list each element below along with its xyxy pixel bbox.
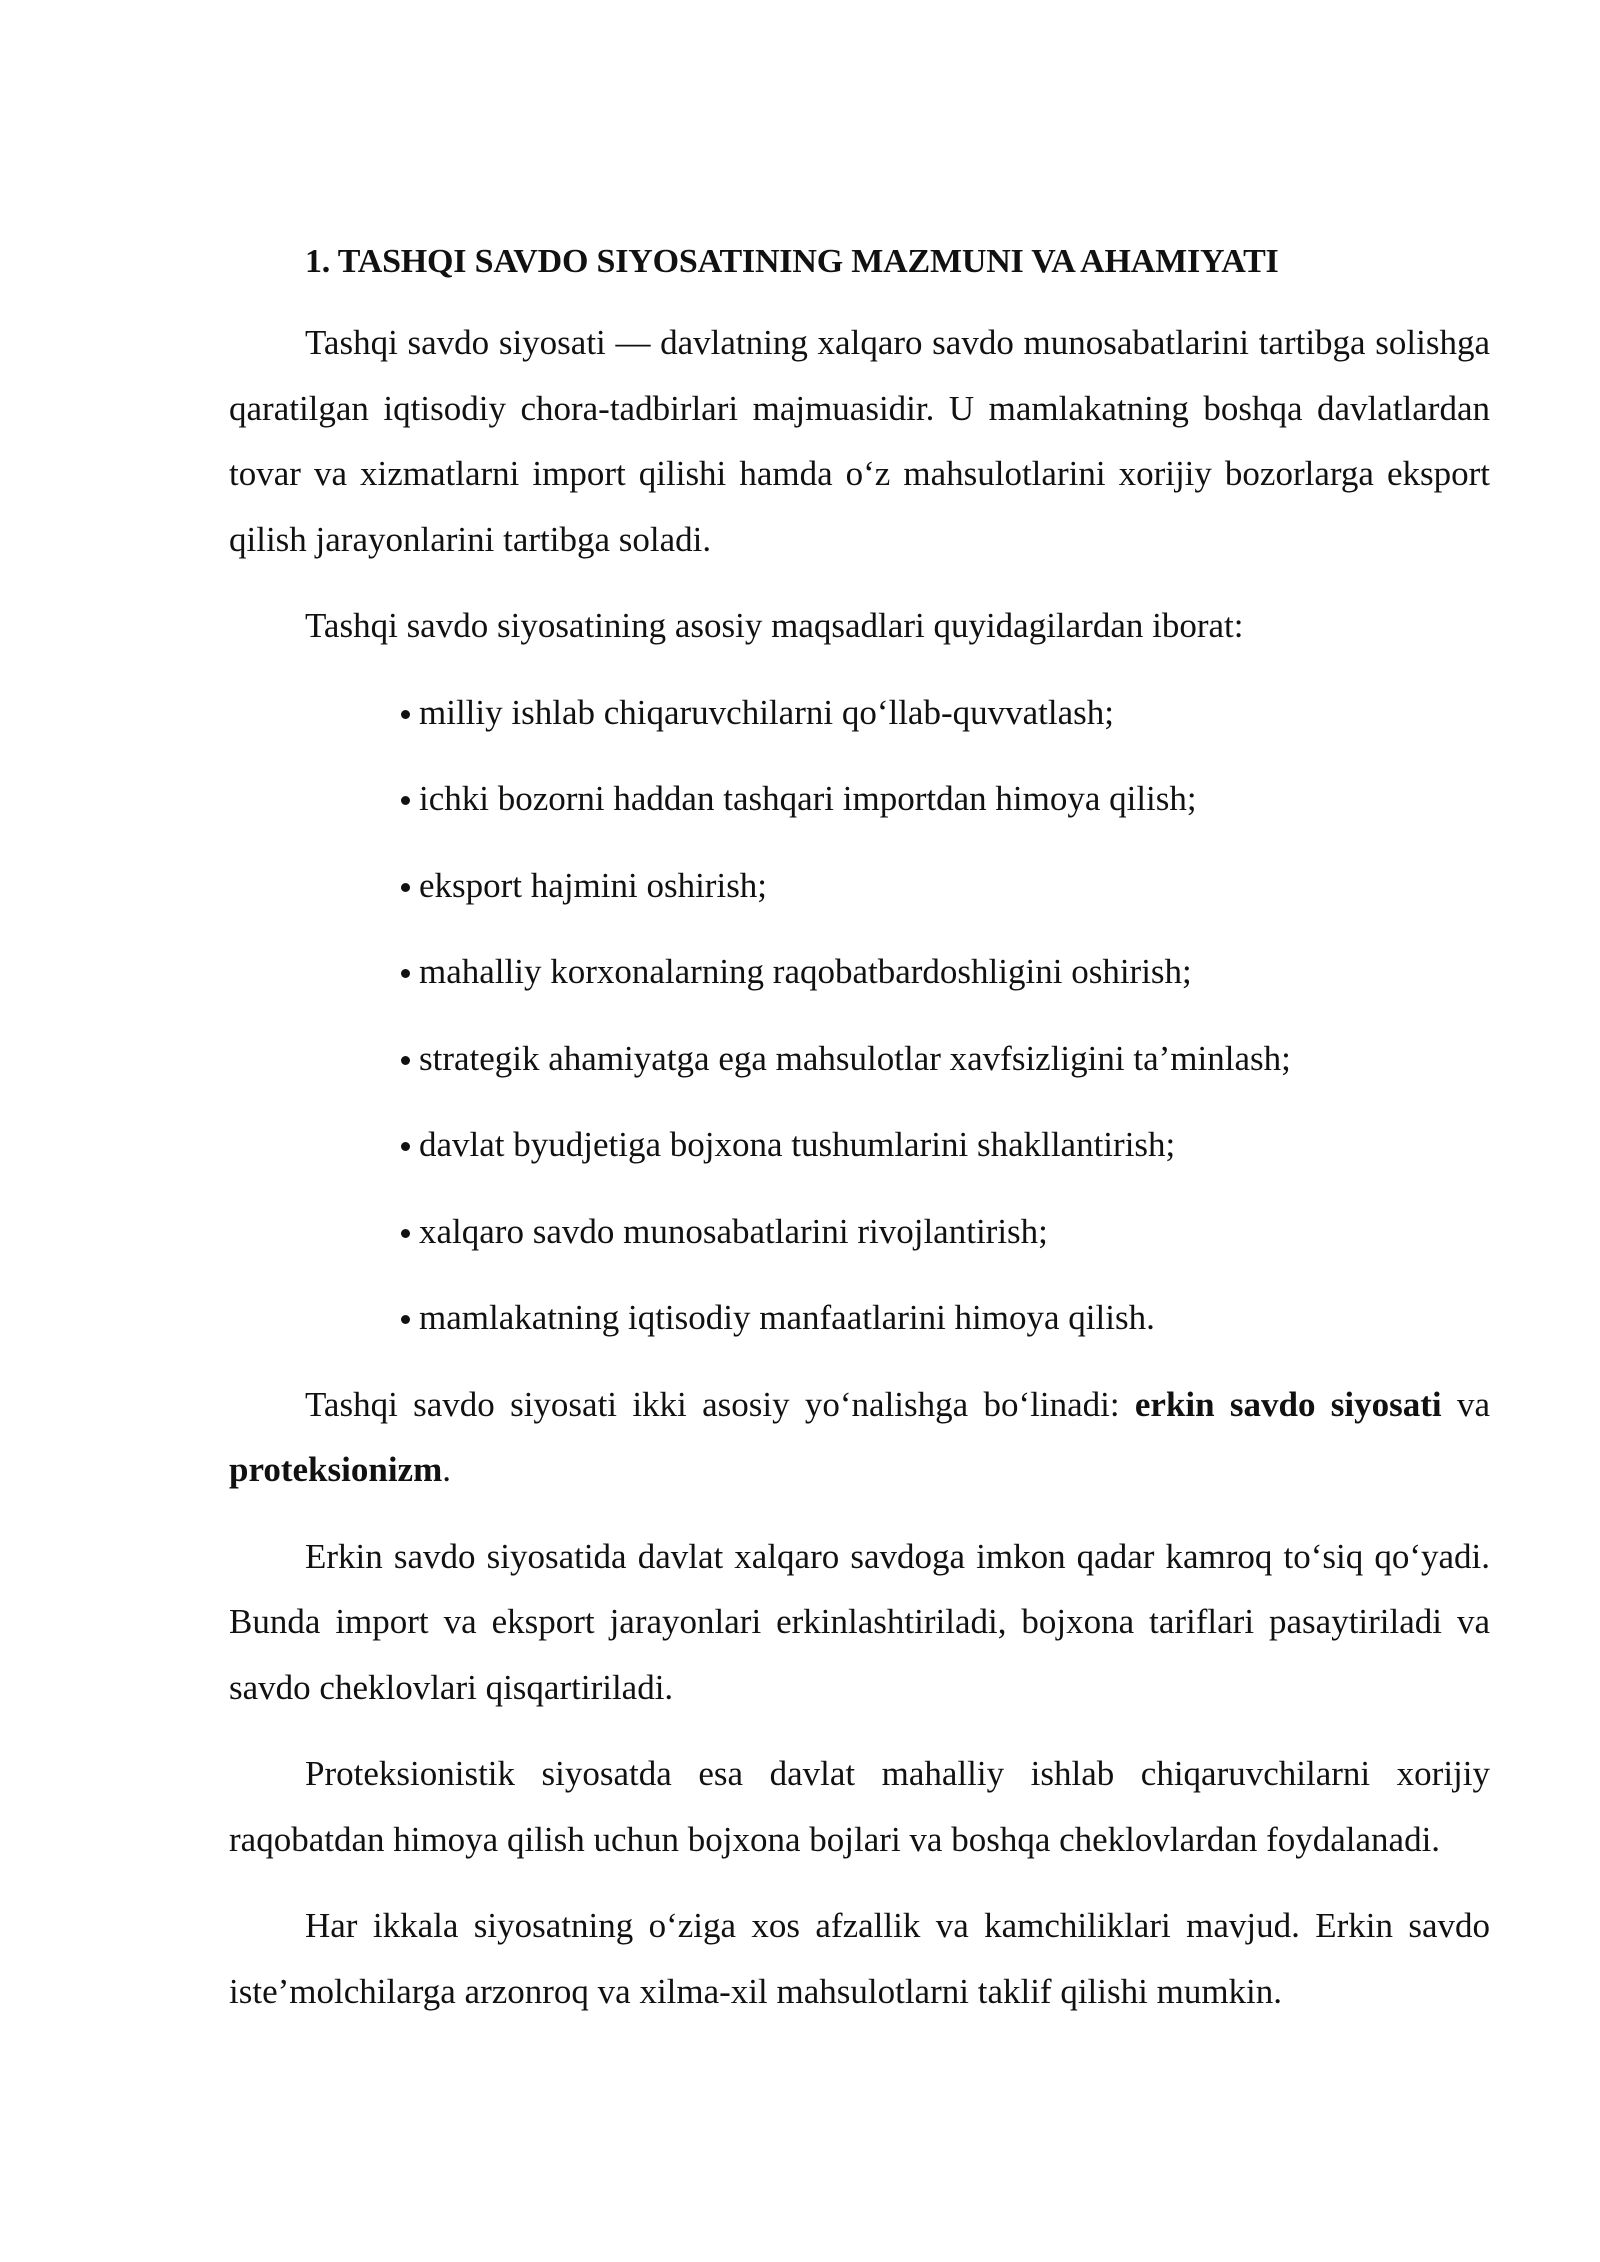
- list-item-text: xalqaro savdo munosabatlarini rivojlantirish;: [419, 1211, 1048, 1251]
- directions-text-middle: va: [1441, 1384, 1490, 1424]
- list-item-text: strategik ahamiyatga ega mahsulotlar xavfsizligini ta’minlash;: [419, 1038, 1291, 1078]
- bullet-icon: [401, 1315, 410, 1324]
- directions-text-end: .: [442, 1450, 451, 1489]
- protectionism-term: proteksionizm: [229, 1450, 443, 1489]
- free-trade-term: erkin savdo siyosati: [1134, 1384, 1442, 1424]
- directions-text-start: Tashqi savdo siyosati ikki asosiy yoʻnalishga boʻlinadi:: [305, 1384, 1135, 1424]
- list-item-text: mamlakatning iqtisodiy manfaatlarini himoya qilish.: [419, 1298, 1155, 1337]
- list-item-text: eksport hajmini oshirish;: [419, 865, 768, 905]
- paragraph-protectionism: Proteksionistik siyosatda esa davlat mahalliy ishlab chiqaruvchilarni xorijiy raqobatdan himoya qilish uchun bojxona bojlari va boshqa cheklovlardan foydalanadi.: [229, 1754, 1490, 1859]
- list-item: [229, 1285, 1490, 1351]
- bullet-icon: [401, 1056, 410, 1065]
- bullet-icon: [401, 883, 410, 892]
- list-item-text: mahalliy korxonalarning raqobatbardoshligini oshirish;: [419, 952, 1192, 991]
- bullet-icon: [401, 710, 410, 719]
- list-item-text: ichki bozorni haddan tashqari importdan himoya qilish;: [419, 779, 1197, 818]
- list-item: [229, 853, 1490, 919]
- list-item: [229, 1199, 1490, 1265]
- document-content: [229, 236, 1490, 2045]
- list-item: [229, 1112, 1490, 1178]
- paragraph-free-trade: Erkin savdo siyosatida davlat xalqaro savdoga imkon qadar kamroq toʻsiq qoʻyadi. Bunda import va eksport jarayonlari erkinlashtiriladi, bojxona tariflari pasaytiriladi va savdo cheklovlari qisqartiriladi.: [229, 1536, 1490, 1707]
- list-item-text: milliy ishlab chiqaruvchilarni qoʻllab-quvvatlash;: [419, 692, 1114, 732]
- list-item-text: davlat byudjetiga bojxona tushumlarini shakllantirish;: [419, 1125, 1176, 1164]
- list-item: [229, 766, 1490, 832]
- paragraph-comparison: Har ikkala siyosatning oʻziga xos afzallik va kamchiliklari mavjud. Erkin savdo iste’molchilarga arzonroq va xilma-xil mahsulotlarni taklif qilishi mumkin.: [229, 1906, 1490, 2011]
- paragraph-definition: Tashqi savdo siyosati — davlatning xalqaro savdo munosabatlarini tartibga solishga qaratilgan iqtisodiy chora-tadbirlari majmuasidir. U mamlakatning boshqa davlatlardan tovar va xizmatlarni import qilishi hamda oʻz mahsulotlarini xorijiy bozorlarga eksport qilish jarayonlarini tartibga soladi.: [229, 323, 1490, 559]
- paragraph-directions: [229, 1372, 1490, 1503]
- list-item: [229, 1026, 1490, 1092]
- paragraph-goals-intro: Tashqi savdo siyosatining asosiy maqsadlari quyidagilardan iborat:: [305, 606, 1244, 645]
- bullet-icon: [401, 969, 410, 978]
- goals-list: [229, 680, 1490, 1351]
- list-item: [229, 939, 1490, 1005]
- bullet-icon: [401, 1142, 410, 1151]
- bullet-icon: [401, 1229, 410, 1238]
- bullet-icon: [401, 796, 410, 805]
- section-heading: 1. TASHQI SAVDO SIYOSATINING MAZMUNI VA AHAMIYATI: [305, 243, 1279, 280]
- list-item: [229, 680, 1490, 746]
